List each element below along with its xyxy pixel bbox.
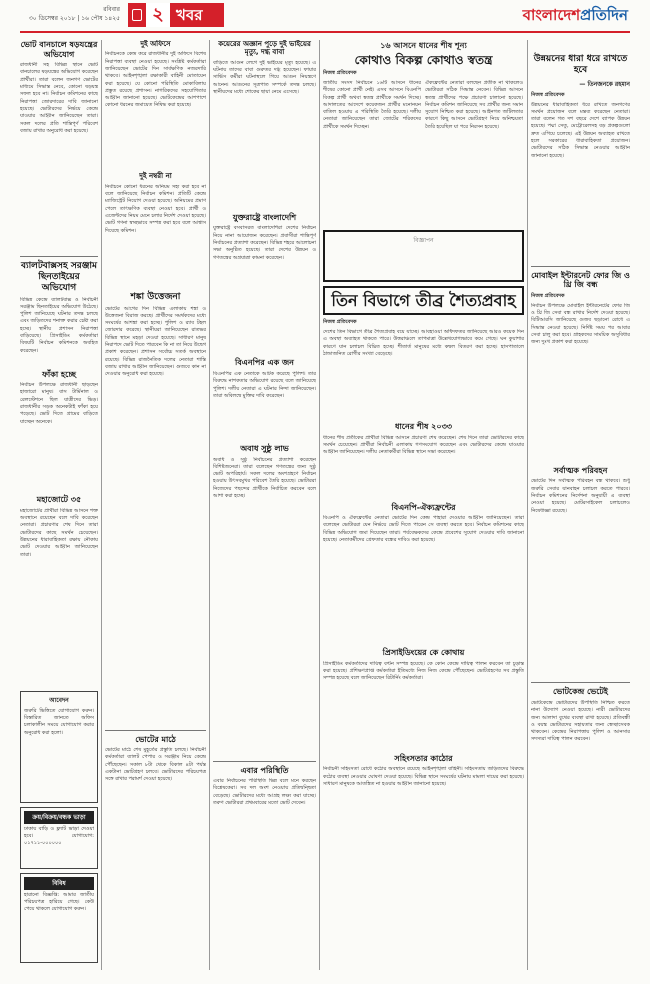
story-body: ভোটের আগের দিন বিভিন্ন এলাকায় শঙ্কা ও উত্তেজনা বিরাজ করছে। প্রার্থীদের সমর্থকদের মধ্যে সংঘর্ষের আশঙ্কা করা হচ্ছে। পুলিশ ও র‍্যাব টহল জোরদার করেছে। স্থানীয়রা জানিয়েছেন রাতভর বিভিন্ন স্থানে মহড়া দেওয়া হয়েছে। সাধারণ মানুষ নিরাপদে ভোট দিতে পারবেন কি না তা নিয়ে উদ্বেগ প্রকাশ করেছেন। প্রশাসন সর্বোচ্চ সতর্ক অবস্থানে রয়েছে। বিভিন্ন রাজনৈতিক দলের নেতারা শান্তি বজায় রাখার আহ্বান জানিয়েছেন। গুজবে কান না দেওয়ার অনুরোধ করা হয়েছে। xyxy=(105,305,206,378)
story-headline[interactable]: মোবাইল ইন্টারনেট ফোর জি ও থ্রি জি বন্ধ xyxy=(531,270,630,290)
section-title: খবর xyxy=(176,6,203,24)
story-body: নির্বাচনে কোনো ধরনের অনিয়ম সহ্য করা হবে না বলে জানিয়েছে নির্বাচন কমিশন। প্রতিটি কেন্দ্রে ম্যাজিস্ট্রেট নিয়োগ দেওয়া হয়েছে। অনিয়মের প্রমাণ পেলে তাৎক্ষণিক ব্যবস্থা নেওয়া হবে। প্রার্থী ও এজেন্টদের নিয়ম মেনে চলার নির্দেশ দেওয়া হয়েছে। ভোট গণনা স্বচ্ছভাবে সম্পন্ন করা হবে বলে আশ্বাস দিয়েছে কমিশন। xyxy=(105,183,206,234)
story-headline[interactable]: উন্নয়নের ধারা ধরে রাখতে হবে xyxy=(533,54,628,75)
story-body: বিভিন্ন কেন্দ্রে ব্যালটবাক্স ও নির্বাচনী সরঞ্জাম ছিনতাইয়ের অভিযোগ উঠেছে। পুলিশ জানিয়েছে ঘটনার তদন্ত চলছে এবং জড়িতদের শনাক্ত করার চেষ্টা করা হচ্ছে। স্থানীয় প্রশাসন নিরাপত্তা বাড়িয়েছে। প্রিসাইডিং কর্মকর্তারা বিষয়টি নির্বাচন কমিশনকে অবহিত করেছেন। xyxy=(20,296,98,354)
story-headline[interactable]: অবাধ সুষ্ঠু লাভ xyxy=(240,443,289,453)
ad-body: হারানো বিজ্ঞপ্তি: আমার জাতীয় পরিচয়পত্র হারিয়ে গেছে। কেউ পেয়ে থাকলে যোগাযোগ করুন। xyxy=(24,891,94,913)
story-headline[interactable]: মহাজোটে ৩৫ xyxy=(36,495,82,505)
column-2 xyxy=(105,40,206,975)
column-divider xyxy=(319,40,320,970)
story-body: অবাধ ও সুষ্ঠু নির্বাচনের প্রত্যাশা করেছেন বিশিষ্টজনেরা। তারা বলেছেন গণতন্ত্রের জন্য সুষ্ঠু ভোট অপরিহার্য। সকল দলের অংশগ্রহণে নির্বাচন হওয়ায় উৎসবমুখর পরিবেশ তৈরি হয়েছে। ভোটাররা নিজেদের পছন্দের প্রার্থীকে নির্বাচিত করবেন বলে আশা করা হচ্ছে। xyxy=(213,456,316,500)
story-headline[interactable]: কয়েরের অজ্ঞান পুড়ে দুই ভাইয়ের মৃত্যু, দগ্ধ বাবা xyxy=(218,40,311,57)
story-body: নির্বাচনকে কেন্দ্র করে রাজধানীর দুই অফিসে বিশেষ নিরাপত্তা ব্যবস্থা নেওয়া হয়েছে। সংশ্লিষ্ট কর্মকর্তারা জানিয়েছেন ভোটের দিন সার্বক্ষণিক নজরদারি থাকবে। আইনশৃঙ্খলা রক্ষাকারী বাহিনী মোতায়েন করা হয়েছে। যে কোনো পরিস্থিতি মোকাবিলায় প্রস্তুত রয়েছে প্রশাসন। নাগরিকদের সহযোগিতার আহ্বান জানানো হয়েছে। ভোটকেন্দ্রের আশপাশে কোনো ধরনের জমায়েত নিষিদ্ধ করা হয়েছে। xyxy=(105,51,206,109)
story-subhead: — তিনজনকে রহমান xyxy=(579,80,630,88)
byline: নিজস্ব প্রতিবেদক xyxy=(323,319,357,325)
story-headline[interactable]: ধানের শীষ ২০৩৩ xyxy=(394,422,452,431)
byline: নিজস্ব প্রতিবেদক xyxy=(323,70,357,76)
column-divider xyxy=(527,40,528,970)
brand-name-a: বাংলাদেশ xyxy=(522,6,581,24)
column-divider xyxy=(209,40,210,970)
page-number: ২ xyxy=(146,3,170,27)
story-body: রাজধানী সহ বিভিন্ন স্থানে ভোট বানচালের ষড়যন্ত্রের অভিযোগ করেছেন প্রার্থীরা। তারা বলেন জনগণ ভোটের মাধ্যমে সিদ্ধান্ত নেবে, কোনো ষড়যন্ত্র সফল হবে না। নির্বাচন কমিশনের কাছে নিরাপত্তা জোরদারের দাবি জানানো হয়েছে। ভোটারদের নির্ভয়ে কেন্দ্রে যাওয়ার আহ্বান জানিয়েছেন তারা। সকল দলের প্রতি শান্তিপূর্ণ পরিবেশ বজায় রাখার অনুরোধ করা হয়েছে। xyxy=(20,62,98,134)
featured-story-box xyxy=(323,286,524,315)
story-body: এবার নির্বাচনের পরিস্থিতি ভিন্ন বলে মনে করছেন বিশ্লেষকেরা। সব দল অংশ নেওয়ায় প্রতিদ্বন্দ্বিতা বেড়েছে। ভোটারদের মধ্যে আগ্রহ লক্ষ্য করা যাচ্ছে। তরুণ ভোটাররা প্রথমবারের মতো ভোট দেবেন। xyxy=(213,778,316,807)
date-block xyxy=(20,5,120,23)
divider xyxy=(213,761,316,762)
story-headline[interactable]: যুক্তরাষ্ট্রে বাংলাদেশি xyxy=(232,212,297,222)
story-body: ভোটের মাঠে শেষ মুহূর্তের প্রস্তুতি চলছে। নির্বাচনী কর্মকর্তারা ব্যালট পেপার ও সরঞ্জাম নিয়ে কেন্দ্রে পৌঁছেছেন। সকাল ৮টা থেকে বিকাল ৪টা পর্যন্ত একটানা ভোটগ্রহণ চলবে। ভোটারদের পরিচয়পত্র সঙ্গে রাখার পরামর্শ দেওয়া হয়েছে। xyxy=(105,747,206,783)
story-body: ভোটের দিন সর্বাত্মক পরিবহন বন্ধ থাকবে। শুধু জরুরি সেবার যানবাহন চলাচল করতে পারবে। নির্বাচন কমিশনের নির্দেশনা অনুযায়ী এ ব্যবস্থা নেওয়া হয়েছে। মোটরসাইকেল চলাচলেও নিষেধাজ্ঞা রয়েছে। xyxy=(531,478,630,514)
brand-name-b: প্রতিদিন xyxy=(580,6,628,24)
story-body: উন্নয়নের ধারাবাহিকতা ধরে রাখতে জনগণের সমর্থন প্রয়োজন বলে মন্তব্য করেছেন নেতারা। তারা বলেন গত দশ বছরে দেশে ব্যাপক উন্নয়ন হয়েছে। পদ্মা সেতু, মেট্রোরেলসহ বড় প্রকল্পগুলো দ্রুত এগিয়ে চলেছে। এই উন্নয়ন অব্যাহত রাখতে হলে সরকারের ধারাবাহিকতা প্রয়োজন। ভোটারদের সঠিক সিদ্ধান্ত নেওয়ার আহ্বান জানানো হয়েছে। xyxy=(531,101,630,159)
story-body: বিএনপির এক নেতাকে আটক করেছে পুলিশ। তার বিরুদ্ধে নাশকতার অভিযোগ রয়েছে বলে জানিয়েছে পুলিশ। দলীয় নেতারা এ ঘটনার নিন্দা জানিয়েছেন। তারা অবিলম্বে মুক্তির দাবি করেছেন। xyxy=(213,370,316,399)
story-headline[interactable]: এবার পরিস্থিতি xyxy=(240,765,289,775)
section-tab xyxy=(128,3,224,27)
ad-label: বিজ্ঞাপন xyxy=(413,237,434,244)
page-icon xyxy=(132,9,142,21)
right-column xyxy=(531,40,630,975)
center-wide-column xyxy=(323,40,524,975)
story-body: নির্বাচন উপলক্ষে রাজধানী ছাড়ছেন হাজারো মানুষ। বাস টার্মিনাল ও রেলস্টেশনে ছিল যাত্রীদের ভিড়। রাজধানীর সড়ক অনেকটাই ফাঁকা হয়ে পড়েছে। ভোট দিতে গ্রামের বাড়িতে যাচ্ছেন অনেকে। xyxy=(20,382,98,425)
story-headline[interactable]: প্রিসাইডিংয়ের কে কোথায় xyxy=(382,648,465,658)
story-body: প্রিসাইডিং কর্মকর্তাদের দায়িত্ব বণ্টন সম্পন্ন হয়েছে। কে কোন কেন্দ্রে দায়িত্ব পালন করবেন তা চূড়ান্ত করা হয়েছে। প্রশিক্ষণপ্রাপ্ত কর্মকর্তারা ইতিমধ্যে নিজ নিজ কেন্দ্রে পৌঁছেছেন। ভোটগ্রহণের সব প্রস্তুতি সম্পন্ন হয়েছে বলে জানিয়েছেন রিটার্নিং কর্মকর্তারা। xyxy=(323,660,524,682)
story-headline[interactable]: ভোটকেন্দ্র ভেটেই xyxy=(553,687,608,697)
story-headline[interactable]: বিএনপির এক জন xyxy=(235,358,294,368)
divider xyxy=(531,682,630,683)
story-body: ভোটকেন্দ্রে ভোটারদের উপস্থিতি নিশ্চিত করতে নানা উদ্যোগ নেওয়া হয়েছে। নারী ভোটারদের জন্য আলাদা বুথের ব্যবস্থা রাখা হয়েছে। প্রতিবন্ধী ও বয়স্ক ভোটারদের সহায়তার জন্য স্বেচ্ছাসেবক থাকবেন। কেন্দ্রের নিরাপত্তায় পুলিশ ও আনসার সদস্যরা দায়িত্ব পালন করবেন। xyxy=(531,699,630,743)
ad-category: বিবিধ xyxy=(24,877,94,890)
brand-logo xyxy=(523,6,628,24)
story-headline[interactable]: সহিংসতার কাঠোর xyxy=(394,753,453,763)
story-kicker: ১৬ আসনে ধানের শীষ শূন্য xyxy=(380,41,467,50)
story-headline[interactable]: দুই অফিসে xyxy=(140,40,171,48)
classified-ad[interactable] xyxy=(20,691,98,803)
story-body: ধানের শীষ প্রতীকের প্রার্থীরা বিভিন্ন আসনে প্রচারণা শেষ করেছেন। শেষ দিনে তারা ভোটারদের কাছে সমর্থন চেয়েছেন। প্রার্থীরা নির্বাচনী এলাকায় গণসংযোগ করেছেন এবং ভোটারদের কেন্দ্রে যাওয়ার আহ্বান জানিয়েছেন। দলীয় নেতাকর্মীরা বিভিন্ন স্থানে সভা করেছেন। xyxy=(323,434,524,456)
story-body: বিএনপি ও ঐক্যফ্রন্টের নেতারা ভোটের দিন কেন্দ্র পাহারা দেওয়ার আহ্বান জানিয়েছেন। তারা বলেছেন ভোটাররা যেন নির্ভয়ে ভোট দিতে পারেন সে ব্যবস্থা করতে হবে। নির্বাচন কমিশনের কাছে বিভিন্ন অভিযোগ জমা দিয়েছেন তারা। পর্যবেক্ষকদের কেন্দ্রে প্রবেশের সুযোগ দেওয়ার দাবি জানানো হয়েছে। নেতাকর্মীদের গ্রেফতার বন্ধের দাবিও করা হয়েছে। xyxy=(323,515,524,544)
byline: নিজস্ব প্রতিবেদক xyxy=(531,292,565,299)
issue-day: রবিবার xyxy=(103,6,120,13)
story-headline[interactable]: ব্যালটবাক্সসহ সরঞ্জাম ছিনতাইয়ের অভিযোগ xyxy=(20,261,98,293)
ad-body: জরুরি ভিত্তিতে যোগাযোগ করুন। বিস্তারিত জানতে অফিস চলাকালীন সময়ে যোগাযোগ করার অনুরোধ করা হলো। xyxy=(24,707,94,736)
story-body: বাড়িতে আগুন লেগে দুই ভাইয়ের মৃত্যু হয়েছে। এ ঘটনায় তাদের বাবা গুরুতর দগ্ধ হয়েছেন। ফায়ার সার্ভিস কর্মীরা ঘটনাস্থলে গিয়ে আগুন নিয়ন্ত্রণে আনেন। আগুনের সূত্রপাত সম্পর্কে তদন্ত চলছে। স্থানীয়দের মধ্যে শোকের ছায়া নেমে এসেছে। xyxy=(213,59,316,95)
column-3 xyxy=(213,40,316,975)
story-body: দেশের তিন বিভাগে তীব্র শৈত্যপ্রবাহ বয়ে যাচ্ছে। আবহাওয়া অধিদফতর জানিয়েছে আরও কয়েক দিন এ অবস্থা অব্যাহত থাকতে পারে। উত্তরাঞ্চলে তাপমাত্রা উল্লেখযোগ্যভাবে কমে গেছে। ঘন কুয়াশার কারণে যান চলাচল বিঘ্নিত হচ্ছে। শীতার্ত মানুষের মধ্যে কম্বল বিতরণ করা হচ্ছে। হাসপাতালে ঠান্ডাজনিত রোগীর সংখ্যা বেড়েছে। xyxy=(323,329,524,357)
divider xyxy=(531,266,630,267)
ad-body: ঢাকায় বাড়ি ও ফ্ল্যাট ভাড়া দেওয়া হবে। যোগাযোগ: ০১৭১১-০০০০০০ xyxy=(24,825,94,847)
advertisement-box[interactable] xyxy=(323,230,524,282)
story-headline[interactable]: শঙ্কা উত্তেজনা xyxy=(130,291,181,302)
story-headline[interactable]: ভোটের মাঠে xyxy=(135,734,176,744)
ad-title: আবেদন xyxy=(49,696,69,704)
story-headline[interactable]: দুই নম্বরী না xyxy=(139,172,172,181)
featured-headline[interactable]: তিন বিভাগে তীব্র শৈত্যপ্রবাহ xyxy=(331,291,516,310)
column-divider xyxy=(101,40,102,970)
divider xyxy=(20,256,98,257)
story-body: মহাজোটের প্রার্থীরা বিভিন্ন আসনে শক্ত অবস্থানে রয়েছেন বলে দাবি করেছেন নেতারা। প্রচারণার শেষ দিনে তারা ভোটারদের কাছে সমর্থন চেয়েছেন। উন্নয়নের ধারাবাহিকতা রক্ষায় নৌকায় ভোট দেওয়ার আহ্বান জানিয়েছেন তারা। xyxy=(20,507,98,558)
masthead-rule xyxy=(20,31,630,33)
story-body: নির্বাচন উপলক্ষে মোবাইল ইন্টারনেটের ফোর জি ও থ্রি জি সেবা বন্ধ রাখার নির্দেশ দেওয়া হয়েছে। বিটিআরসি জানিয়েছে গুজব ছড়ানো রোধে এ সিদ্ধান্ত নেওয়া হয়েছে। নির্দিষ্ট সময় পর আবার সেবা চালু করা হবে। গ্রাহকদের সাময়িক অসুবিধার জন্য দুঃখ প্রকাশ করা হয়েছে। xyxy=(531,302,630,346)
story-body: যুক্তরাষ্ট্রে বসবাসরত বাংলাদেশিরা দেশের নির্বাচন নিয়ে নানা আয়োজন করেছেন। প্রবাসীরা শান্তিপূর্ণ নির্বাচনের প্রত্যাশা করেছেন। বিভিন্ন শহরে আলোচনা সভা অনুষ্ঠিত হয়েছে। তারা দেশের উন্নয়ন ও গণতন্ত্রের অগ্রযাত্রা কামনা করেছেন। xyxy=(213,225,316,261)
story-body: ঐক্যফ্রন্টের নেতারা বলছেন প্রতীক না থাকলেও ভোটাররা সঠিক সিদ্ধান্ত নেবেন। বিভিন্ন আসনে স্বতন্ত্র প্রার্থীদের পক্ষে প্রচারণা চালানো হয়েছে। নির্বাচন কমিশন জানিয়েছে সব প্রার্থীর জন্য সমান সুযোগ নিশ্চিত করা হয়েছে। আইনগত জটিলতার কারণে কিছু আসনে ভোটগ্রহণ নিয়ে অনিশ্চয়তা তৈরি হয়েছিল যা পরে নিরসন হয়েছে। xyxy=(425,80,523,130)
left-column xyxy=(20,40,98,975)
story-body: নির্বাচনী সহিংসতা রোধে কঠোর অবস্থানে রয়েছে আইনশৃঙ্খলা বাহিনী। সহিংসতায় জড়িতদের বিরুদ্ধে কঠোর ব্যবস্থা নেওয়ার ঘোষণা দেওয়া হয়েছে। বিভিন্ন স্থানে সংঘর্ষের ঘটনায় মামলা দায়ের করা হয়েছে। সাধারণ মানুষকে আতঙ্কিত না হওয়ার আহ্বান জানানো হয়েছে। xyxy=(323,766,524,787)
story-headline[interactable]: বিএনপি-ঐক্যফ্রন্টের xyxy=(391,502,456,512)
byline: নিজস্ব প্রতিবেদক xyxy=(531,91,565,98)
story-headline[interactable]: ভোট বানচালে ষড়যন্ত্রের অভিযোগ xyxy=(20,40,98,59)
classified-ad[interactable] xyxy=(20,873,98,963)
story-body: জাতীয় সংসদ নির্বাচনে ১৬টি আসনে ধানের শীষের কোনো প্রার্থী নেই। এসব আসনে বিএনপি বিকল্প প্রার্থী অথবা স্বতন্ত্র প্রার্থীকে সমর্থন দিচ্ছে। আদালতের আদেশে কয়েকজন প্রার্থীর মনোনয়ন বাতিল হওয়ায় এ পরিস্থিতি তৈরি হয়েছে। দলীয় নেতারা জানিয়েছেন তারা জোটের শরিকদের প্রার্থীকে সমর্থন দিচ্ছেন। xyxy=(323,80,421,130)
divider xyxy=(105,730,206,731)
story-headline[interactable]: সর্বাত্মক পরিবহন xyxy=(553,465,608,475)
issue-date: ৩০ ডিসেম্বর ২০১৮ | ১৬ পৌষ ১৪২৫ xyxy=(28,15,120,22)
classified-ad[interactable] xyxy=(20,807,98,869)
masthead xyxy=(0,0,650,40)
story-headline[interactable]: ফাঁকা হচ্ছে xyxy=(42,369,76,379)
ad-category: ক্রয়/বিক্রয়/বন্ধক ভাড়া xyxy=(24,811,94,824)
lead-headline[interactable]: কোথাও বিকল্প কোথাও স্বতন্ত্র xyxy=(354,53,493,67)
